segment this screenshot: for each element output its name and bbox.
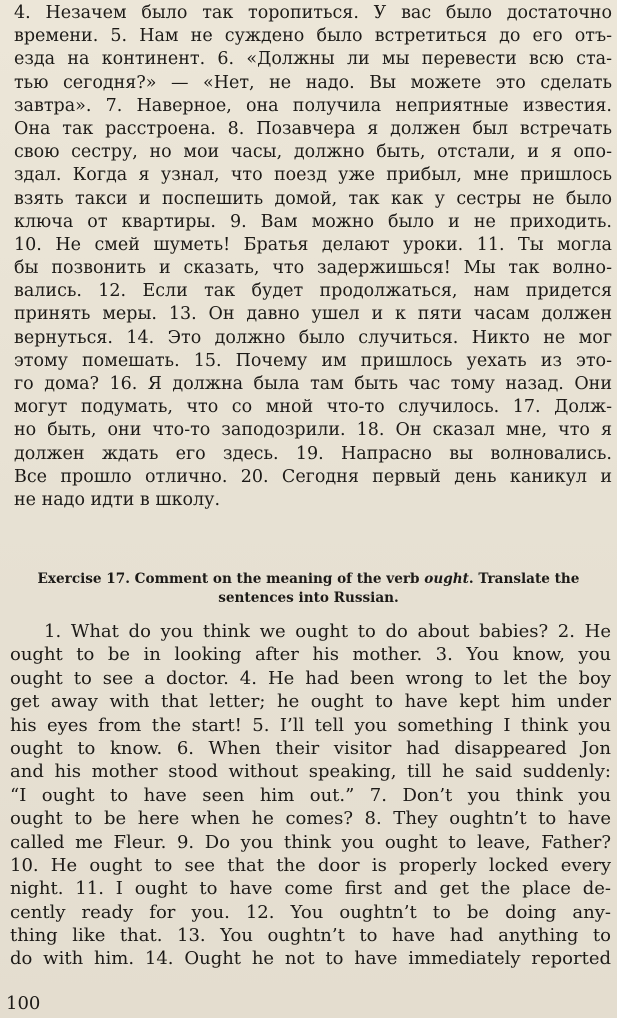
text-line: do with him. 14. Ought he not to have immediately reported — [10, 948, 611, 970]
text-line: 4. Незачем было так торопиться. У вас было достаточно — [14, 3, 612, 23]
page-number: 100 — [6, 993, 41, 1014]
text-line: могут подумать, что со мной что-то случилось. 17. Долж- — [14, 397, 612, 418]
exercise-heading — [8, 570, 609, 608]
text-line: не надо идти в школу. — [14, 489, 221, 510]
russian-answer-text — [14, 2, 612, 512]
text-line: езда на континент. 6. «Должны ли мы перевести всю ста- — [14, 49, 612, 70]
text-line: свою сестру, но мои часы, должно быть, отстали, и я опо- — [14, 142, 612, 163]
text-line: get away with that letter; he ought to have kept him under — [10, 691, 611, 713]
text-line: ought to know. 6. When their visitor had disappeared Jon — [10, 737, 611, 759]
text-line: thing like that. 13. You oughtn’t to have had anything to — [10, 925, 611, 947]
text-line: должен ждать его здесь. 19. Напрасно вы волновались. — [14, 443, 612, 464]
text-line: времени. 5. Нам не суждено было встретиться до его отъ- — [14, 26, 612, 47]
text-line: his eyes from the start! 5. I’ll tell you something I think you — [10, 714, 611, 736]
text-line: ought to be here when he comes? 8. They oughtn’t to have — [10, 808, 611, 830]
text-line: 10. Не смей шуметь! Братья делают уроки. 11. Ты могла — [14, 234, 612, 255]
text-line: взять такси и поспешить домой, так как у сестры не было — [14, 188, 612, 209]
text-line: тью сегодня?» — «Нет, не надо. Вы можете это сделать — [14, 72, 612, 93]
text-line: ключа от квартиры. 9. Вам можно было и не приходить. — [14, 211, 612, 232]
heading-italic-word: ought — [424, 571, 469, 587]
text-line: 1. What do you think we ought to do about babies? 2. He — [44, 621, 611, 642]
text-line: вернуться. 14. Это должно было случиться. Никто не мог — [14, 327, 612, 348]
text-line: Она так расстроена. 8. Позавчера я должен был встречать — [14, 118, 612, 139]
text-line: принять меры. 13. Он давно ушел и к пяти часам должен — [14, 304, 612, 325]
text-line: night. 11. I ought to have come first and get the place de- — [10, 878, 611, 900]
text-line: ought to be in looking after his mother. 3. You know, you — [10, 644, 611, 666]
text-line: and his mother stood without speaking, till he said suddenly: — [10, 761, 611, 783]
text-line: “I ought to have seen him out.” 7. Don’t you think you — [10, 784, 611, 806]
text-line: вались. 12. Если так будет продолжаться, нам придется — [14, 281, 612, 302]
exercise-sentences — [10, 620, 611, 971]
text-line: 10. He ought to see that the door is properly locked every — [10, 854, 611, 876]
text-line: го дома? 16. Я должна была там быть час тому назад. Они — [14, 374, 612, 394]
text-line: здал. Когда я узнал, что поезд уже прибыл, мне пришлось — [14, 165, 612, 186]
text-line: called me Fleur. 9. Do you think you ought to leave, Father? — [10, 831, 611, 853]
text-line: бы позвонить и сказать, что задержишься! Мы так волно- — [14, 258, 612, 279]
text-line: cently ready for you. 12. You oughtn’t to be doing any- — [10, 901, 611, 923]
text-line: но быть, они что-то заподозрили. 18. Он сказал мне, что я — [14, 420, 612, 441]
heading-text: Exercise 17. Comment on the meaning of the verb — [37, 571, 425, 587]
text-line: Все прошло отлично. 20. Сегодня первый день каникул и — [14, 466, 612, 487]
text-line: завтра». 7. Наверное, она получила неприятные известия. — [14, 95, 612, 116]
text-line: ought to see a doctor. 4. He had been wrong to let the boy — [10, 667, 611, 689]
heading-text: . Translate the sentences into Russian. — [218, 571, 580, 606]
text-line: этому помешать. 15. Почему им пришлось уехать из это- — [14, 350, 612, 371]
